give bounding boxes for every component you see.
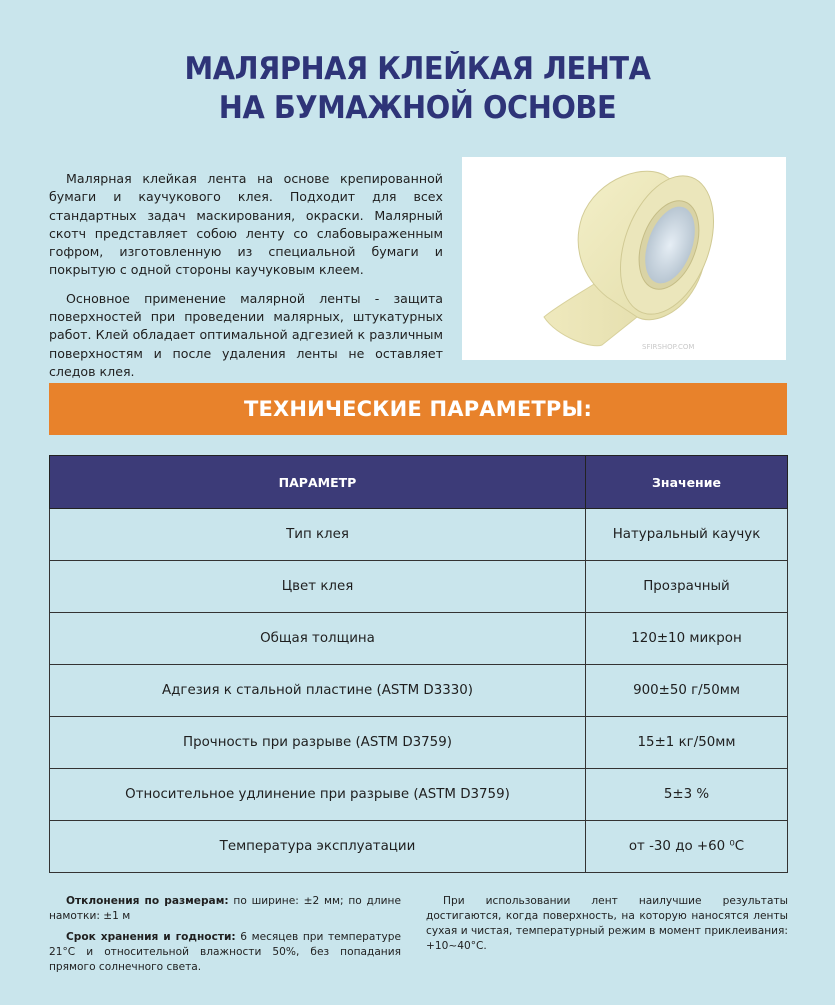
tech-params-heading: ТЕХНИЧЕСКИЕ ПАРАМЕТРЫ: bbox=[243, 397, 593, 421]
param-value: 5±3 % bbox=[586, 769, 788, 821]
param-name: Адгезия к стальной пластине (ASTM D3330) bbox=[50, 665, 586, 717]
header-value: Значение bbox=[586, 456, 788, 509]
table-row bbox=[50, 821, 788, 873]
deviation-note bbox=[49, 894, 401, 924]
page-title bbox=[29, 50, 806, 128]
parameters-table bbox=[49, 455, 788, 873]
table-header-row bbox=[50, 456, 788, 509]
deviation-label: Отклонения по размерам: bbox=[66, 895, 229, 907]
intro-text bbox=[49, 170, 443, 391]
param-name: Тип клея bbox=[50, 509, 586, 561]
tape-roll-image bbox=[462, 157, 786, 360]
storage-text: 6 месяцев при температуре 21°С и относительной влажности 50%, без попадания прямого солнечного света. bbox=[49, 931, 401, 973]
storage-note bbox=[49, 930, 401, 975]
table-row bbox=[50, 561, 788, 613]
notes-right bbox=[426, 894, 788, 960]
table-row bbox=[50, 613, 788, 665]
table-row bbox=[50, 769, 788, 821]
param-value: от -30 до +60 ⁰С bbox=[586, 821, 788, 873]
intro-paragraph-2: Основное применение малярной ленты - защита поверхностей при проведении малярных, штукатурных работ. Клей обладает оптимальной адгезией к различным поверхностям и после удаления ленты не оставляет следов клея. bbox=[49, 290, 443, 379]
param-name: Цвет клея bbox=[50, 561, 586, 613]
page-title-line2: НА БУМАЖНОЙ ОСНОВЕ bbox=[218, 90, 617, 126]
deviation-text: по ширине: ±2 мм; по длине намотки: ±1 м bbox=[49, 895, 401, 922]
param-name: Прочность при разрыве (ASTM D3759) bbox=[50, 717, 586, 769]
param-value: 120±10 микрон bbox=[586, 613, 788, 665]
storage-label: Срок хранения и годности: bbox=[66, 931, 236, 943]
param-value: Прозрачный bbox=[586, 561, 788, 613]
notes-left bbox=[49, 894, 401, 981]
intro-paragraph-1: Малярная клейкая лента на основе крепированной бумаги и каучукового клея. Подходит для всех стандартных задач маскирования, окраски. Малярный скотч представляет собою ленту со слабовыраженным гофром, изготовленную из специальной бумаги и покрытую с одной стороны каучуковым клеем. bbox=[49, 171, 443, 278]
param-name: Температура эксплуатации bbox=[50, 821, 586, 873]
usage-note: При использовании лент наилучшие результаты достигаются, когда поверхность, на которую наносятся ленты сухая и чистая, температурный режим в момент приклеивания: +10~40°С. bbox=[426, 895, 788, 952]
page-title-line1: МАЛЯРНАЯ КЛЕЙКАЯ ЛЕНТА bbox=[184, 51, 651, 87]
header-parameter: ПАРАМЕТР bbox=[50, 456, 586, 509]
table-row bbox=[50, 665, 788, 717]
param-value: Натуральный каучук bbox=[586, 509, 788, 561]
table-row bbox=[50, 509, 788, 561]
tech-params-banner bbox=[49, 383, 787, 435]
param-name: Относительное удлинение при разрыве (ASTM D3759) bbox=[50, 769, 586, 821]
param-value: 15±1 кг/50мм bbox=[586, 717, 788, 769]
product-photo bbox=[462, 157, 786, 360]
photo-watermark: SFIRSHOP.COM bbox=[642, 343, 695, 351]
table-row bbox=[50, 717, 788, 769]
param-value: 900±50 г/50мм bbox=[586, 665, 788, 717]
param-name: Общая толщина bbox=[50, 613, 586, 665]
